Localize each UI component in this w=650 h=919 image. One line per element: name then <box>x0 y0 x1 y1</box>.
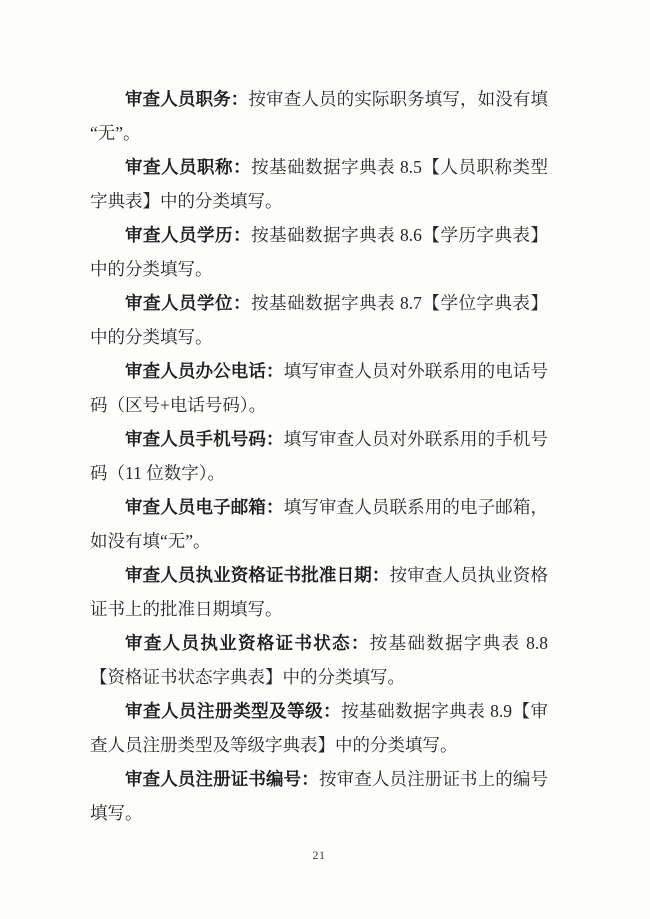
term-description: 按审查人员注册证书上的编号填写。 <box>90 769 549 823</box>
term-label: 审查人员手机号码： <box>125 429 284 449</box>
term-description: 按基础数据字典表 8.6【学历字典表】中的分类填写。 <box>90 225 549 279</box>
term-description: 填写审查人员对外联系用的电话号码（区号+电话号码）。 <box>90 361 549 415</box>
term-description: 填写审查人员联系用的电子邮箱，如没有填“无”。 <box>90 497 549 551</box>
term-label: 审查人员执业资格证书状态： <box>125 633 370 653</box>
page-number: 21 <box>312 848 326 862</box>
paragraph <box>90 422 548 490</box>
term-label: 审查人员职务： <box>125 89 249 109</box>
term-label: 审查人员电子邮箱： <box>125 497 284 517</box>
term-label: 审查人员注册类型及等级： <box>125 701 342 721</box>
term-label: 审查人员办公电话： <box>125 361 284 381</box>
term-description: 按基础数据字典表 8.9【审查人员注册类型及等级字典表】中的分类填写。 <box>90 701 549 755</box>
term-label: 审查人员职称： <box>125 157 252 177</box>
term-description: 按基础数据字典表 8.7【学位字典表】中的分类填写。 <box>90 293 549 347</box>
paragraph <box>90 626 548 694</box>
term-description: 按审查人员执业资格证书上的批准日期填写。 <box>90 565 549 619</box>
paragraph <box>90 218 548 286</box>
paragraph <box>90 82 548 150</box>
term-description: 按基础数据字典表 8.8【资格证书状态字典表】中的分类填写。 <box>90 633 549 687</box>
paragraph <box>90 354 548 422</box>
paragraph <box>90 286 548 354</box>
term-label: 审查人员执业资格证书批准日期： <box>125 565 390 585</box>
paragraph <box>90 762 548 830</box>
paragraph <box>90 694 548 762</box>
paragraph <box>90 490 548 558</box>
document-body <box>90 82 548 830</box>
term-label: 审查人员学历： <box>125 225 252 245</box>
term-description: 按审查人员的实际职务填写，如没有填“无”。 <box>90 89 549 143</box>
paragraph <box>90 150 548 218</box>
term-label: 审查人员注册证书编号： <box>125 769 319 789</box>
term-description: 按基础数据字典表 8.5【人员职称类型字典表】中的分类填写。 <box>90 157 549 211</box>
term-description: 填写审查人员对外联系用的手机号码（11 位数字）。 <box>90 429 549 483</box>
paragraph <box>90 558 548 626</box>
term-label: 审查人员学位： <box>125 293 252 313</box>
